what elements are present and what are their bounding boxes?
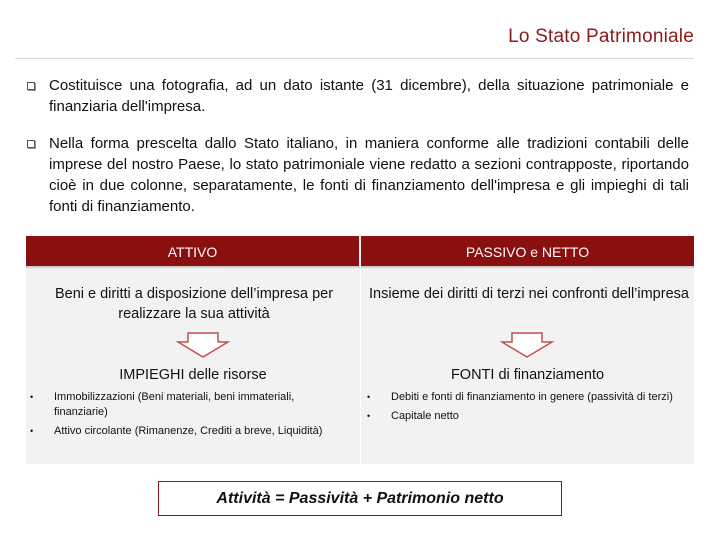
passivo-items <box>367 390 689 428</box>
attivo-items <box>30 390 350 443</box>
slide-title: Lo Stato Patrimoniale <box>508 26 694 47</box>
bullet-dot: • <box>30 392 34 402</box>
title-divider <box>15 58 694 59</box>
passivo-header: PASSIVO e NETTO <box>361 236 694 266</box>
bullet-list <box>27 75 689 233</box>
balance-formula: Attività = Passività + Patrimonio netto <box>158 481 562 516</box>
bullet-dot: • <box>30 426 34 436</box>
bullet-dot: • <box>367 392 371 402</box>
balance-sheet-table <box>26 236 694 464</box>
list-item <box>30 390 350 420</box>
attivo-header: ATTIVO <box>26 236 359 266</box>
down-arrow-icon <box>500 332 554 358</box>
square-bullet-icon <box>27 75 49 117</box>
passivo-description: Insieme dei diritti di terzi nei confronti dell’impresa <box>369 286 689 302</box>
list-item <box>30 424 350 439</box>
list-item-text: Immobilizzazioni (Beni materiali, beni immateriali, finanziarie) <box>54 391 295 418</box>
column-divider <box>360 266 361 464</box>
list-item-text: Debiti e fonti di finanziamento in genere (passività di terzi) <box>391 391 673 403</box>
list-item-text: Attivo circolante (Rimanenze, Crediti a breve, Liquidità) <box>54 425 323 437</box>
fonti-title: FONTI di finanziamento <box>450 367 605 383</box>
impieghi-title: IMPIEGHI delle risorse <box>119 367 267 383</box>
bullet-dot: • <box>367 411 371 421</box>
square-bullet-icon <box>27 133 49 217</box>
list-item-text: Capitale netto <box>391 410 459 422</box>
bullet-text: Costituisce una fotografia, ad un dato istante (31 dicembre), della situazione patrimoniale e finanziaria dell'impresa. <box>49 77 689 115</box>
list-item <box>367 409 689 424</box>
bullet-item <box>27 133 689 217</box>
bullet-text: Nella forma prescelta dallo Stato italiano, in maniera conforme alle tradizioni contabili delle imprese del nostro Paese, lo stato patrimoniale viene redatto a sezioni contrapposte, riportando cioè in due colonne, separatamente, le fonti di finanziamento dell'impresa e gli impieghi di tali fonti di finanziamento. <box>49 135 689 215</box>
down-arrow-icon <box>176 332 230 358</box>
bullet-item <box>27 75 689 117</box>
attivo-description: Beni e diritti a disposizione dell’impresa per realizzare la sua attività <box>54 286 334 322</box>
list-item <box>367 390 689 405</box>
